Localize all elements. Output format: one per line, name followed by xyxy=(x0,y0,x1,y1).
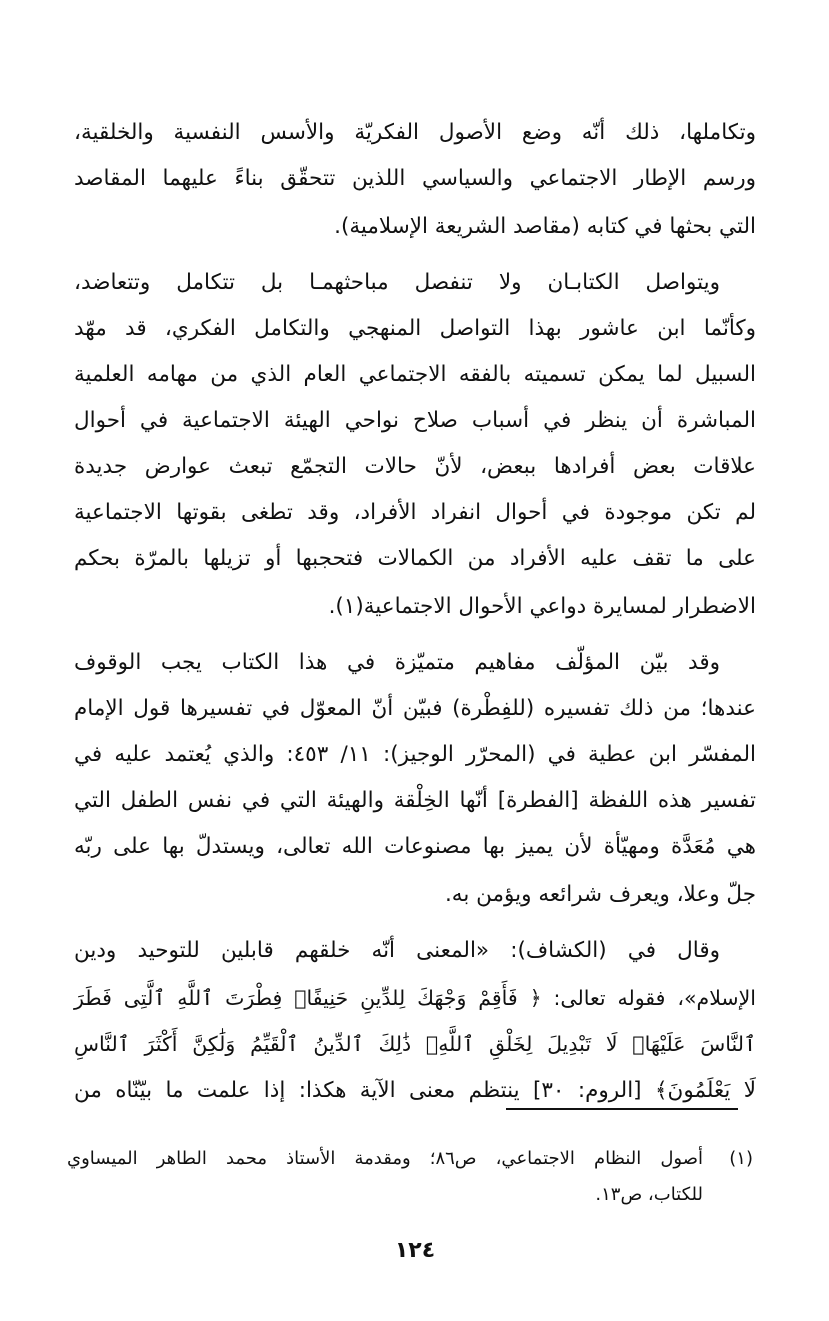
quran-line: الإسلام»، فقوله تعالى: ﴿ فَأَقِمْ وَجْهَكَ لِلدِّينِ حَنِيفًاۚ فِطْرَتَ ٱللَّهِ ٱلَّتِى فَطَرَ xyxy=(74,986,756,1010)
footnote-text-line-2: للكتاب، ص١٣. xyxy=(595,1184,703,1205)
paragraph-2-line-5 xyxy=(74,456,756,478)
paragraph-3-line-4 xyxy=(74,790,756,812)
text-line: وكأنّما ابن عاشور بهذا التواصل المنهجي والتكامل الفكري، قد مهّد xyxy=(74,316,756,341)
text-line: جلّ وعلا، ويعرف شرائعه ويؤمن به. xyxy=(444,882,756,907)
paragraph-2-line-3 xyxy=(74,364,756,386)
text-line: تفسير هذه اللفظة [الفطرة] أنّها الخِلْقة والهيئة التي في نفس الطفل التي xyxy=(74,788,756,813)
paragraph-2-line-7 xyxy=(74,548,756,570)
paragraph-3-line-6 xyxy=(74,882,756,907)
book-page: وتكاملها، ذلك أنّه وضع الأصول الفكريّة والأسس النفسية والخلقية، ورسم الإطار الاجتماعي والسياسي اللذين تتحقّق بناءً عليهما المقاصد التي بحثها في كتابه (مقاصد الشريعة الإسلامية). ويتواصل الكتابـان ولا تنفصل مباحثهمـا بل تتكامل وتتعاضد، وكأنّما ابن عاشور بهذا التواصل المنهجي والتكامل الفكري، قد مهّد السبيل لما يمكن تسميته بالفقه الاجتماعي العام الذي من مهامه العلمية المباشرة أن ينظر في أسباب صلاح نواحي الهيئة الاجتماعية في أحوال علاقات بعض أفرادها ببعض، لأنّ حالات التجمّع تبعث عوارض جديدة لم تكن موجودة في أحوال انفراد الأفراد، وقد تطغى بقوتها الاجتماعية على ما تقف عليه الأفراد من الكمالات فتحجبها أو تزيلها بالمرّة بحكم الاضطرار لمسايرة دواعي الأحوال الاجتماعية(١). وقد بيّن المؤلّف مفاهيم متميّزة في هذا الكتاب يجب الوقوف عندها؛ من ذلك تفسيره (للفِطْرة) فبيّن أنّ المعوّل في تفسيرها قول الإمام المفسّر ابن عطية في (المحرّر الوجيز): ١١/ ٤٥٣: والذي يُعتمد عليه في تفسير هذه اللفظة [الفطرة] أنّها الخِلْقة والهيئة التي في نفس الطفل التي هي مُعَدَّة ومهيّأة لأن يميز بها مصنوعات الله تعالى، ويستدلّ بها على ربّه جلّ وعلا، ويعرف شرائعه ويؤمن به. وقال في (الكشاف): «المعنى أنّه خلقهم قابلين للتوحيد ودين الإسلام»، فقوله تعالى: ﴿ فَأَقِمْ وَجْهَكَ لِلدِّينِ حَنِيفًاۚ فِطْرَتَ ٱللَّهِ ٱلَّتِى فَطَرَ ٱلنَّاسَ عَلَيْهَاۚ لَا تَبْدِيلَ لِخَلْقِ ٱللَّهِۚ ذَٰلِكَ ٱلدِّينُ ٱلْقَيِّمُ وَلَٰكِنَّ أَكْثَرَ ٱلنَّاسِ لَا يَعْلَمُونَ﴾ [الروم: ٣٠] ينتظم معنى الآية هكذا: إذا علمت ما بيّنّاه من (١) أصول النظام الاجتماعي، ص٨٦؛ ومقدمة الأستاذ محمد الطاهر الميساوي للكتاب، ص١٣. ١٢٤ xyxy=(0,0,829,1321)
paragraph-2-line-4 xyxy=(74,410,756,432)
text-line: المباشرة أن ينظر في أسباب صلاح نواحي الهيئة الاجتماعية في أحوال xyxy=(74,408,756,433)
footnote-text-line-1: أصول النظام الاجتماعي، ص٨٦؛ ومقدمة الأستاذ محمد الطاهر الميساوي xyxy=(67,1148,704,1169)
paragraph-3-line-2 xyxy=(74,698,756,720)
paragraph-4-line-1 xyxy=(74,940,756,962)
paragraph-3-line-5 xyxy=(74,836,756,858)
paragraph-3-line-3 xyxy=(74,744,756,766)
text-line: وقال في (الكشاف): «المعنى أنّه خلقهم قابلين للتوحيد ودين xyxy=(74,938,720,963)
paragraph-4-line-4 xyxy=(74,1080,756,1102)
text-line: لَا يَعْلَمُونَ﴾ [الروم: ٣٠] ينتظم معنى الآية هكذا: إذا علمت ما بيّنّاه من xyxy=(74,1078,757,1103)
text-line: علاقات بعض أفرادها ببعض، لأنّ حالات التجمّع تبعث عوارض جديدة xyxy=(74,454,756,479)
quran-line: ٱلنَّاسَ عَلَيْهَاۚ لَا تَبْدِيلَ لِخَلْقِ ٱللَّهِۚ ذَٰلِكَ ٱلدِّينُ ٱلْقَيِّمُ وَلَٰكِنَّ أَكْثَرَ ٱلنَّاسِ xyxy=(74,1032,756,1056)
text-line: المفسّر ابن عطية في (المحرّر الوجيز): ١١/ ٤٥٣: والذي يُعتمد عليه في xyxy=(74,742,756,767)
text-line: الاضطرار لمسايرة دواعي الأحوال الاجتماعية(١). xyxy=(328,594,756,619)
text-line: هي مُعَدَّة ومهيّأة لأن يميز بها مصنوعات الله تعالى، ويستدلّ بها على ربّه xyxy=(74,834,756,859)
paragraph-3-line-1 xyxy=(74,652,756,674)
paragraph-2-line-6 xyxy=(74,502,756,524)
paragraph-2-line-1 xyxy=(74,272,756,294)
paragraph-4-line-3 xyxy=(74,1034,756,1055)
paragraph-2-line-2 xyxy=(74,318,756,340)
page-number: ١٢٤ xyxy=(394,1238,436,1263)
text-line: التي بحثها في كتابه (مقاصد الشريعة الإسلامية). xyxy=(334,214,756,239)
paragraph-4-line-2 xyxy=(74,988,756,1009)
footnote-number: (١) xyxy=(729,1148,753,1169)
text-line: لم تكن موجودة في أحوال انفراد الأفراد، وقد تطغى بقوتها الاجتماعية xyxy=(74,500,756,525)
paragraph-2-line-8 xyxy=(74,594,756,619)
text-line-short xyxy=(74,214,756,239)
text-line: ويتواصل الكتابـان ولا تنفصل مباحثهمـا بل تتكامل وتتعاضد، xyxy=(74,270,720,295)
text-line: السبيل لما يمكن تسميته بالفقه الاجتماعي العام الذي من مهامه العلمية xyxy=(74,362,756,387)
text-line: عندها؛ من ذلك تفسيره (للفِطْرة) فبيّن أنّ المعوّل في تفسيرها قول الإمام xyxy=(74,696,756,721)
text-line: وقد بيّن المؤلّف مفاهيم متميّزة في هذا الكتاب يجب الوقوف xyxy=(74,650,720,675)
text-line: على ما تقف عليه الأفراد من الكمالات فتحجبها أو تزيلها بالمرّة بحكم xyxy=(74,546,756,571)
footnote-separator xyxy=(506,1108,738,1110)
